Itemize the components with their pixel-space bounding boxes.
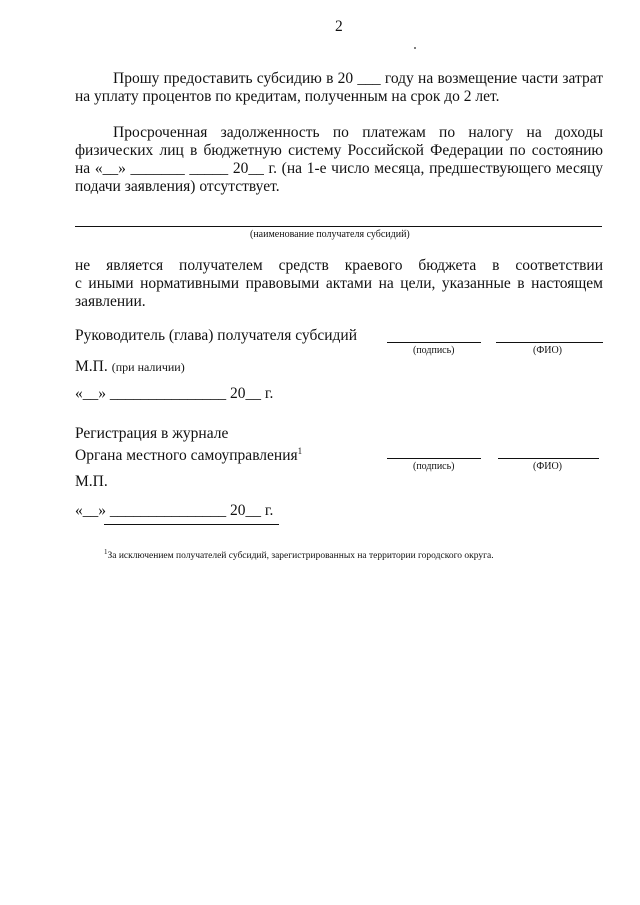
paragraph-2-line-1: Просроченная задолженность по платежам по налогу на доходы — [113, 124, 603, 141]
scan-speck — [414, 47, 416, 49]
head-label: Руководитель (глава) получателя субсидий — [75, 327, 358, 344]
seal-1-note: (при наличии) — [111, 360, 185, 374]
registration-signature-caption: (подпись) — [413, 461, 455, 472]
registration-organ-text: Органа местного самоуправления — [75, 447, 298, 465]
registration-signature-line — [387, 458, 481, 459]
registration-fio-caption: (ФИО) — [533, 461, 563, 472]
paragraph-3-line-2: с иными нормативными правовыми актами на цели, указанные в настоящем — [75, 275, 603, 292]
registration-fio-line — [498, 458, 599, 459]
footnote — [104, 546, 494, 562]
page-number: 2 — [335, 18, 343, 35]
footnote-separator — [104, 524, 279, 525]
seal-2: М.П. — [75, 473, 108, 490]
paragraph-1-line-1: Прошу предоставить субсидию в 20 ___ году на возмещение части затрат — [113, 70, 603, 87]
registration-line-1: Регистрация в журнале — [75, 425, 229, 442]
paragraph-2-line-2: физических лиц в бюджетную систему Российской Федерации по состоянию — [75, 142, 603, 159]
recipient-caption: (наименование получателя субсидий) — [250, 229, 410, 240]
head-fio-caption: (ФИО) — [533, 345, 563, 356]
paragraph-2-line-4: подачи заявления) отсутствует. — [75, 178, 280, 195]
head-fio-line — [496, 342, 603, 343]
date-2: «__» _______________ 20__ г. — [75, 502, 274, 519]
paragraph-2-line-3: на «__» _______ _____ 20__ г. (на 1-е число месяца, предшествующего месяцу — [75, 160, 603, 177]
registration-footnote-mark: 1 — [297, 446, 303, 456]
seal-1-label: М.П. — [75, 358, 108, 375]
recipient-name-line — [75, 226, 602, 227]
footnote-text: За исключением получателей субсидий, зарегистрированных на территории городского округа. — [107, 551, 494, 562]
paragraph-3-line-1: не является получателем средств краевого бюджета в соответствии — [75, 257, 603, 274]
head-signature-caption: (подпись) — [413, 345, 455, 356]
footnote-mark: 1 — [104, 548, 108, 556]
seal-1 — [75, 358, 185, 376]
date-1: «__» _______________ 20__ г. — [75, 385, 274, 402]
head-signature-line — [387, 342, 481, 343]
registration-line-2 — [75, 442, 302, 465]
paragraph-3-line-3: заявлении. — [75, 293, 146, 310]
paragraph-1-line-2: на уплату процентов по кредитам, полученным на срок до 2 лет. — [75, 88, 500, 105]
